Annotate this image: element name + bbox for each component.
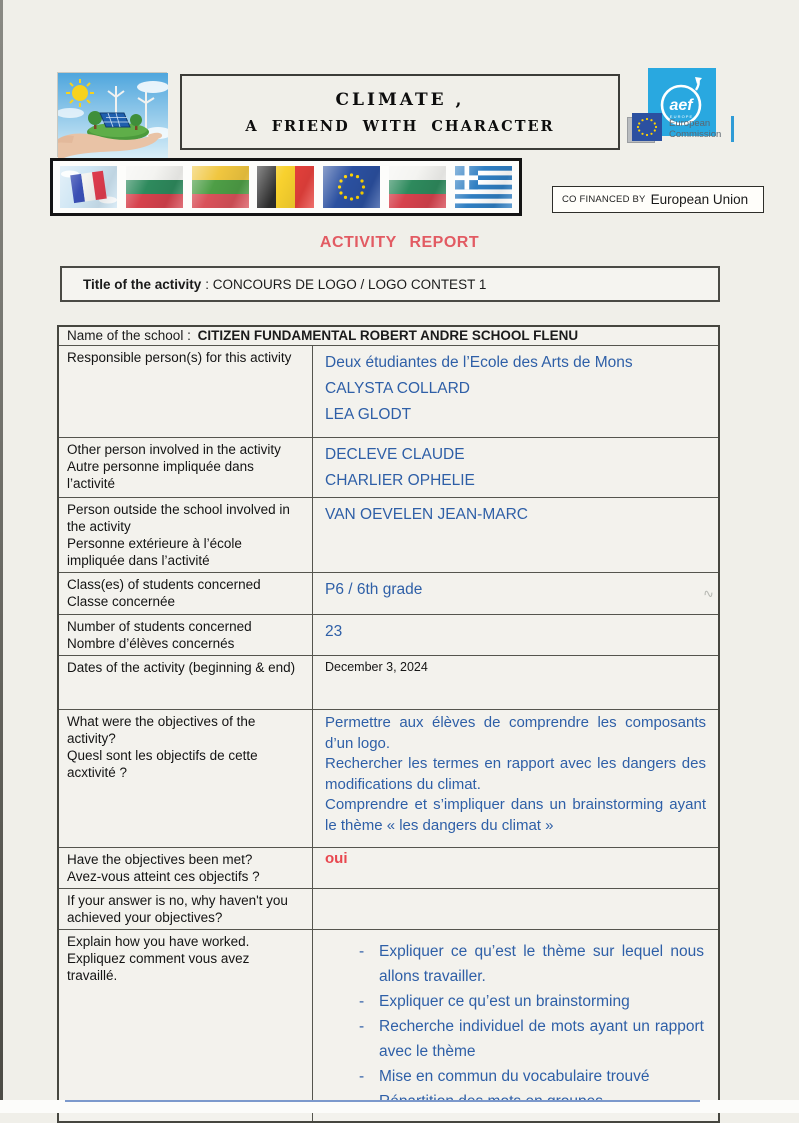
classes-value bbox=[312, 573, 718, 614]
how-worked-row bbox=[59, 930, 718, 1121]
if-no-row bbox=[59, 889, 718, 930]
other-person-line: CHARLIER OPHELIE bbox=[325, 472, 475, 489]
dates-row bbox=[59, 656, 718, 710]
eco-illustration bbox=[58, 73, 168, 158]
objectives-value bbox=[312, 710, 718, 847]
outside-person-label-en: Person outside the school involved in the activity bbox=[67, 502, 290, 534]
activity-report-table bbox=[57, 325, 720, 1123]
svg-text:aef: aef bbox=[669, 97, 693, 114]
european-commission-logo bbox=[627, 113, 734, 145]
bulgaria-flag bbox=[126, 166, 183, 208]
activity-title-label: Title of the activity bbox=[83, 276, 202, 292]
dates-value: December 3, 2024 bbox=[312, 656, 718, 709]
how-worked-label-fr: Expliquez comment vous avez travaillé. bbox=[67, 951, 250, 983]
ec-line1: European bbox=[669, 118, 711, 129]
greece-flag bbox=[455, 166, 512, 208]
responsible-person-label: Responsible person(s) for this activity bbox=[67, 350, 292, 365]
school-label: Name of the school : bbox=[67, 328, 191, 343]
if-no-label: If your answer is no, why haven't you achieved your objectives? bbox=[67, 893, 288, 925]
students-count-value bbox=[312, 615, 718, 655]
classes-label-fr: Classe concernée bbox=[67, 594, 176, 609]
scan-edge bbox=[0, 0, 3, 1113]
activity-title-value: : CONCOURS DE LOGO / LOGO CONTEST 1 bbox=[205, 276, 487, 292]
cofinance-name: European Union bbox=[650, 192, 749, 207]
how-worked-label-en: Explain how you have worked. bbox=[67, 934, 250, 949]
how-worked-value bbox=[312, 930, 718, 1121]
belgium-flag bbox=[257, 166, 314, 208]
objectives-label-en: What were the objectives of the activity? bbox=[67, 714, 256, 746]
objectives-met-label-fr: Avez-vous atteint ces objectifs ? bbox=[67, 869, 260, 884]
classes-row bbox=[59, 573, 718, 615]
responsible-line: LEA GLODT bbox=[325, 406, 412, 423]
objectives-paragraph: Permettre aux élèves de comprendre les composants d’un logo. bbox=[325, 714, 706, 752]
objectives-met-value: oui bbox=[312, 848, 718, 888]
objectives-label bbox=[59, 710, 312, 847]
france-flag bbox=[60, 166, 117, 208]
project-title-line2: A FRIEND WITH CHARACTER bbox=[245, 117, 555, 135]
svg-text:E U R O P E: E U R O P E bbox=[669, 114, 693, 119]
european-commission-label bbox=[669, 118, 721, 140]
how-worked-bullet: - Mise en commun du vocabulaire trouvé bbox=[355, 1064, 704, 1089]
activity-title-box bbox=[60, 266, 720, 302]
students-count-label bbox=[59, 615, 312, 655]
other-person-row bbox=[59, 438, 718, 498]
objectives-met-row bbox=[59, 848, 718, 889]
cofinance-box bbox=[552, 186, 764, 213]
students-count-label-fr: Nombre d’élèves concernés bbox=[67, 636, 235, 651]
objectives-met-label-en: Have the objectives been met? bbox=[67, 852, 253, 867]
eu-flag bbox=[323, 166, 380, 208]
outside-person-row bbox=[59, 498, 718, 573]
dates-label: Dates of the activity (beginning & end) bbox=[67, 660, 296, 675]
project-title-line1: CLIMATE , bbox=[335, 89, 465, 110]
classes-label bbox=[59, 573, 312, 614]
objectives-label-fr: Quesl sont les objectifs de cette acxtivité ? bbox=[67, 748, 258, 780]
outside-person-line: VAN OEVELEN JEAN-MARC bbox=[325, 506, 528, 523]
ec-line2: Commission bbox=[669, 129, 722, 140]
students-count-row bbox=[59, 615, 718, 656]
classes-label-en: Class(es) of students concerned bbox=[67, 577, 261, 592]
bulgaria-flag-2 bbox=[389, 166, 446, 208]
if-no-value bbox=[312, 889, 718, 929]
objectives-paragraph: Rechercher les termes en rapport avec les dangers des modifications du climat. bbox=[325, 755, 706, 793]
how-worked-bullet: - Expliquer ce qu’est un brainstorming bbox=[355, 989, 704, 1014]
responsible-person-row bbox=[59, 346, 718, 438]
hand-holding-eco-landscape-image bbox=[57, 72, 167, 157]
how-worked-label bbox=[59, 930, 312, 1121]
objectives-row bbox=[59, 710, 718, 848]
responsible-line: Deux étudiantes de l’Ecole des Arts de Mons bbox=[325, 354, 633, 371]
school-row bbox=[59, 327, 718, 346]
classes-line: P6 / 6th grade bbox=[325, 581, 423, 598]
objectives-met-label bbox=[59, 848, 312, 888]
other-person-line: DECLEVE CLAUDE bbox=[325, 446, 465, 463]
how-worked-bullet: - Recherche individuel de mots ayant un rapport avec le thème bbox=[355, 1014, 704, 1064]
outside-person-label bbox=[59, 498, 312, 572]
cofinance-prefix: CO FINANCED BY bbox=[562, 194, 646, 205]
outside-person-label-fr: Personne extérieure à l’école impliquée dans l’activité bbox=[67, 536, 242, 568]
project-title-box bbox=[180, 74, 620, 150]
students-count-number: 23 bbox=[325, 623, 343, 640]
partner-flags-strip bbox=[50, 158, 522, 216]
students-count-label-en: Number of students concerned bbox=[67, 619, 252, 634]
how-worked-bullet: - Expliquer ce qu’est le thème sur lequel nous allons travailler. bbox=[355, 939, 704, 989]
other-person-label-en: Other person involved in the activity bbox=[67, 442, 281, 457]
other-person-value bbox=[312, 438, 718, 497]
other-person-label bbox=[59, 438, 312, 497]
ec-logo-bar bbox=[731, 116, 734, 142]
outside-person-value bbox=[312, 498, 718, 572]
responsible-line: CALYSTA COLLARD bbox=[325, 380, 471, 397]
other-person-label-fr: Autre personne impliquée dans l’activité bbox=[67, 459, 254, 491]
scan-bottom-line bbox=[65, 1100, 700, 1102]
activity-report-heading: ACTIVITY REPORT bbox=[319, 234, 480, 251]
responsible-person-value bbox=[312, 346, 718, 437]
school-name: CITIZEN FUNDAMENTAL ROBERT ANDRE SCHOOL FLENU bbox=[197, 328, 579, 343]
pen-mark: ∿ bbox=[701, 585, 716, 602]
how-worked-bullet-list bbox=[325, 933, 706, 1118]
eu-flag-icon bbox=[627, 113, 663, 145]
objectives-paragraph: Comprendre et s’impliquer dans un brainstorming ayant le thème « les dangers du climat » bbox=[325, 796, 706, 834]
lithuania-flag bbox=[192, 166, 249, 208]
